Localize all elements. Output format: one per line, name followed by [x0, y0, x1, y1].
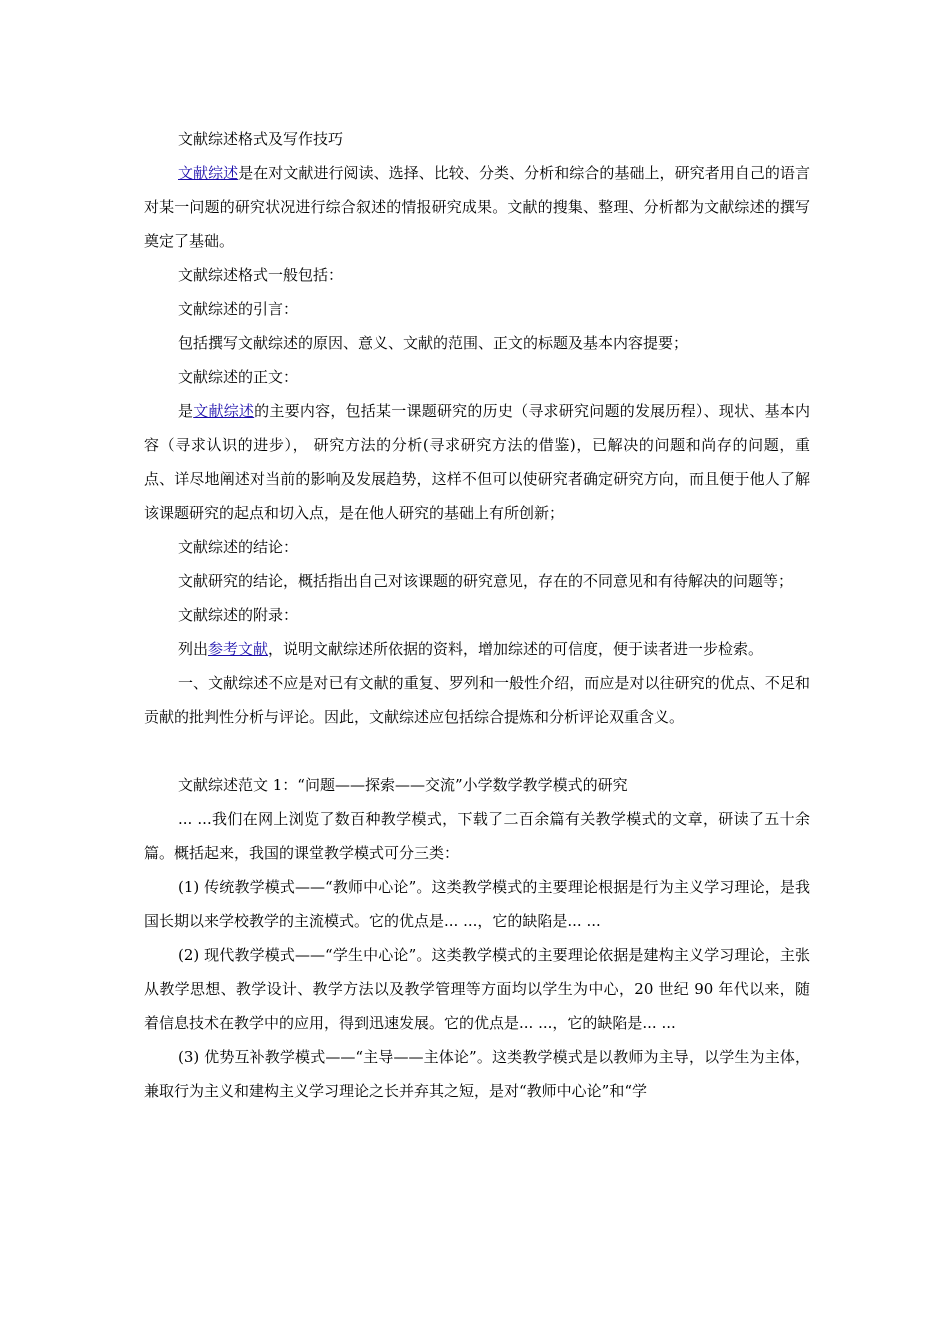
list-item: (2) 现代教学模式——“学生中心论”。这类教学模式的主要理论依据是建构主义学习理论，主张从教学思想、教学设计、教学方法以及教学管理等方面均以学生为中心，20 世纪 90 年代以来，随着信息技术在教学中的应用，得到迅速发展。它的优点是... ...，它的缺陷是... ... — [144, 946, 810, 1032]
conclusion-text: 文献研究的结论，概括指出自己对该课题的研究意见，存在的不同意见和有待解决的问题等； — [178, 572, 794, 590]
intro-paragraph — [144, 156, 810, 258]
appendix-prefix: 列出 — [178, 640, 209, 658]
appendix-paragraph — [144, 632, 810, 666]
preface-text: 包括撰写文献综述的原因、意义、文献的范围、正文的标题及基本内容提要； — [178, 334, 689, 352]
body-heading: 文献综述的正文： — [178, 368, 299, 386]
references-link[interactable]: 参考文献 — [208, 640, 269, 658]
document-title: 文献综述格式及写作技巧 — [178, 130, 344, 148]
body-text: 的主要内容，包括某一课题研究的历史（寻求研究问题的发展历程）、现状、基本内容（寻求认识的进步）， 研究方法的分析(寻求研究方法的借鉴)，已解决的问题和尚存的问题，重点、详尽地阐述对当前的影响及发展趋势，这样不但可以使研究者确定研究方向，而且便于他人了解该课题研究的起点和切入点，是在他人研究的基础上有所创新； — [144, 402, 810, 522]
list-item: (3) 优势互补教学模式——“主导——主体论”。这类教学模式是以教师为主导，以学生为主体，兼取行为主义和建构主义学习理论之长并弃其之短，是对“教师中心论”和“学 — [144, 1048, 810, 1100]
conclusion-heading: 文献综述的结论： — [178, 538, 299, 556]
appendix-heading: 文献综述的附录： — [178, 606, 299, 624]
literature-review-link-2[interactable]: 文献综述 — [193, 402, 255, 420]
example-intro: ... ...我们在网上浏览了数百种教学模式，下载了二百余篇有关教学模式的文章，研读了五十余篇。概括起来，我国的课堂教学模式可分三类： — [144, 810, 810, 862]
intro-text: 是在对文献进行阅读、选择、比较、分类、分析和综合的基础上，研究者用自己的语言对某一问题的研究状况进行综合叙述的情报研究成果。文献的搜集、整理、分析都为文献综述的撰写奠定了基础。 — [144, 164, 810, 250]
preface-heading: 文献综述的引言： — [178, 300, 299, 318]
list-item: (1) 传统教学模式——“教师中心论”。这类教学模式的主要理论根据是行为主义学习理论，是我国长期以来学校教学的主流模式。它的优点是... ...，它的缺陷是... ... — [144, 878, 810, 930]
point-one: 一、文献综述不应是对已有文献的重复、罗列和一般性介绍，而应是对以往研究的优点、不足和贡献的批判性分析与评论。因此，文献综述应包括综合提炼和分析评论双重含义。 — [144, 674, 810, 726]
appendix-text: ，说明文献综述所依据的资料，增加综述的可信度，便于读者进一步检索。 — [268, 640, 764, 658]
example-title: 文献综述范文 1：“问题——探索——交流”小学数学教学模式的研究 — [178, 776, 628, 794]
body-paragraph — [144, 394, 810, 530]
body-prefix: 是 — [178, 402, 194, 420]
format-heading: 文献综述格式一般包括： — [178, 266, 344, 284]
literature-review-link[interactable]: 文献综述 — [178, 164, 239, 182]
document-body — [144, 122, 810, 1108]
section-spacer — [144, 734, 810, 768]
